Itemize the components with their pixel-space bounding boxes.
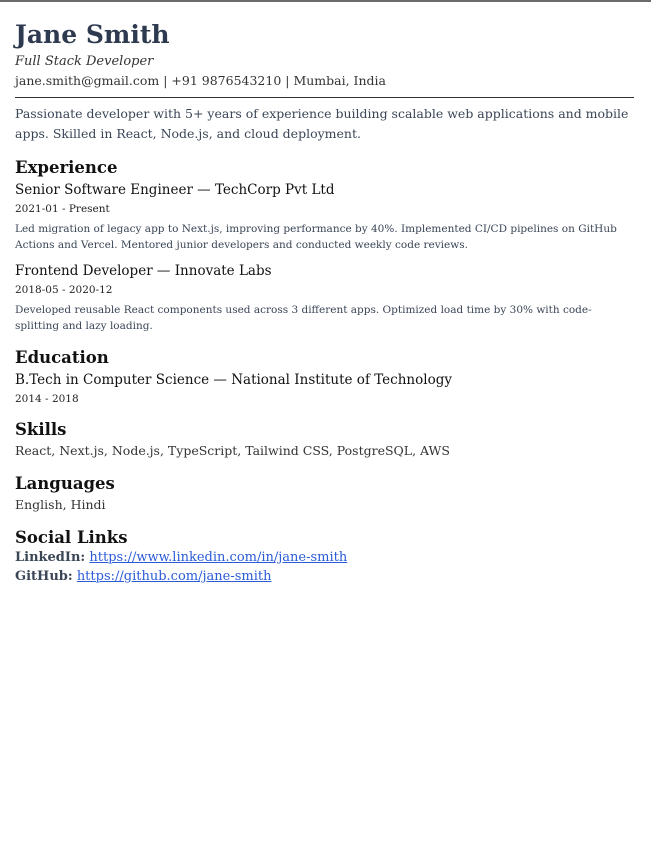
section-heading-education: Education: [15, 348, 109, 367]
experience-dates: 2018-05 - 2020-12: [15, 284, 113, 296]
candidate-name: Jane Smith: [15, 20, 170, 49]
top-border: [0, 0, 651, 2]
experience-dates: 2021-01 - Present: [15, 203, 110, 215]
experience-section: [15, 158, 635, 334]
github-label: GitHub:: [15, 569, 73, 584]
experience-title: Senior Software Engineer — TechCorp Pvt Ltd: [15, 182, 335, 198]
job-title-header: Full Stack Developer: [15, 54, 154, 69]
languages-section: [15, 474, 635, 513]
social-row-github: [15, 567, 635, 586]
experience-item: [15, 262, 635, 334]
experience-title: Frontend Developer — Innovate Labs: [15, 263, 272, 279]
education-section: [15, 348, 635, 406]
section-heading-social: Social Links: [15, 528, 128, 547]
github-link[interactable]: https://github.com/jane-smith: [76, 569, 272, 584]
linkedin-label: LinkedIn:: [15, 550, 86, 565]
experience-description: Led migration of legacy app to Next.js, improving performance by 40%. Implemented CI/CD pipelines on GitHub Actions and Vercel. Mentored junior developers and conducted weekly code reviews.: [15, 223, 617, 251]
resume: [15, 19, 635, 586]
experience-item: [15, 181, 635, 253]
education-degree: B.Tech in Computer Science — National Institute of Technology: [15, 372, 452, 388]
skills-list: React, Next.js, Node.js, TypeScript, Tailwind CSS, PostgreSQL, AWS: [15, 443, 450, 458]
education-dates: 2014 - 2018: [15, 393, 79, 405]
experience-description: Developed reusable React components used across 3 different apps. Optimized load time by 30% with code-splitting and lazy loading.: [15, 304, 592, 332]
social-section: [15, 528, 635, 586]
linkedin-link[interactable]: https://www.linkedin.com/in/jane-smith: [89, 550, 348, 565]
header-divider: [15, 97, 634, 98]
social-row-linkedin: [15, 548, 635, 567]
section-heading-experience: Experience: [15, 158, 118, 177]
contact-info: jane.smith@gmail.com | +91 9876543210 | Mumbai, India: [15, 73, 386, 88]
skills-section: [15, 420, 635, 459]
section-heading-languages: Languages: [15, 474, 115, 493]
summary: Passionate developer with 5+ years of experience building scalable web applications and mobile apps. Skilled in React, Node.js, and cloud deployment.: [15, 106, 629, 141]
section-heading-skills: Skills: [15, 420, 67, 439]
languages-list: English, Hindi: [15, 497, 106, 512]
